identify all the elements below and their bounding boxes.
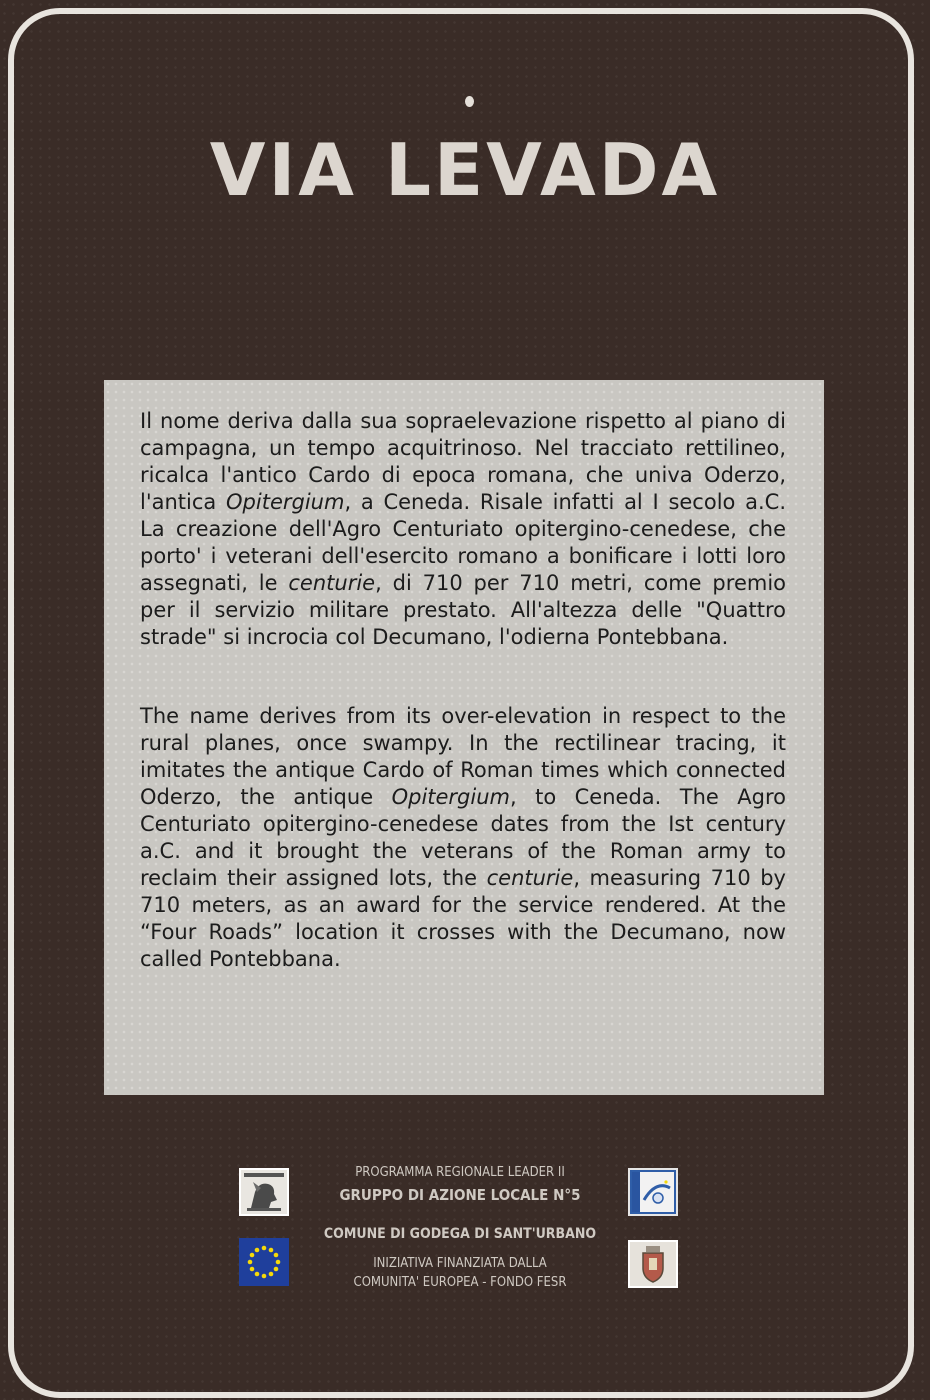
footer-group-label: GRUPPO DI AZIONE LOCALE N°5: [339, 1186, 581, 1204]
footer-comune-label: COMUNE DI GODEGA DI SANT'URBANO: [323, 1226, 597, 1242]
mounting-rivet: [465, 96, 474, 107]
leader-emblem-icon: [630, 1170, 676, 1214]
eu-flag-logo: [239, 1238, 289, 1286]
paragraph-italian: [140, 408, 786, 651]
text-run: , measuring 710 by 710 meters, as an award for the service rendered. At the “Four Roads” location it crosses with the Decumano, now called Pontebbana.: [140, 866, 786, 971]
text-run-italic: Opitergium: [226, 490, 345, 514]
text-run: Il nome deriva dalla sua sopraelevazione rispetto al piano di campagna, un tempo acquitrinoso. Nel tracciato rettilineo, ricalca l'antico Cardo di epoca romana, che univa Oderzo, l'antica: [140, 409, 786, 514]
eu-stars-icon: [239, 1238, 289, 1286]
text-run-italic: centurie: [288, 571, 376, 595]
text-run-italic: Opitergium: [391, 785, 510, 809]
footer-funding-label: [300, 1254, 620, 1292]
regione-veneto-logo: [239, 1168, 289, 1216]
footer-funding-line: COMUNITA' EUROPEA - FONDO FESR: [353, 1275, 567, 1290]
coat-of-arms-icon: [630, 1242, 676, 1286]
text-run: , to Ceneda. The Agro Centuriato opitergino-cenedese dates from the Ist century a.C. and it brought the veterans of the Roman army to reclaim their assigned lots, the: [140, 785, 786, 890]
comune-crest-logo: [628, 1240, 678, 1288]
text-run: The name derives from its over-elevation in respect to the rural planes, once swampy. In the rectilinear tracing, it imitates the antique Cardo of Roman times which connected Oderzo, the antique: [140, 704, 786, 809]
footer-funding-line: INIZIATIVA FINANZIATA DALLA: [373, 1256, 547, 1271]
sign-title: VIA LEVADA: [209, 128, 721, 212]
lion-icon: [241, 1170, 287, 1214]
text-run-italic: centurie: [486, 866, 574, 890]
text-run: , a Ceneda. Risale infatti al I secolo a.C. La creazione dell'Agro Centuriato opitergino-cenedese, che porto' i veterani dell'esercito romano a bonificare i lotti loro assegnati, le: [140, 490, 786, 595]
text-panel: [104, 380, 824, 1095]
footer-program-label: PROGRAMMA REGIONALE LEADER II: [355, 1165, 565, 1180]
paragraph-english: [140, 703, 786, 973]
leader-ii-logo: [628, 1168, 678, 1216]
text-run: , di 710 per 710 metri, come premio per il servizio militare prestato. All'altezza delle "Quattro strade" si incrocia col Decumano, l'odierna Pontebbana.: [140, 571, 786, 649]
